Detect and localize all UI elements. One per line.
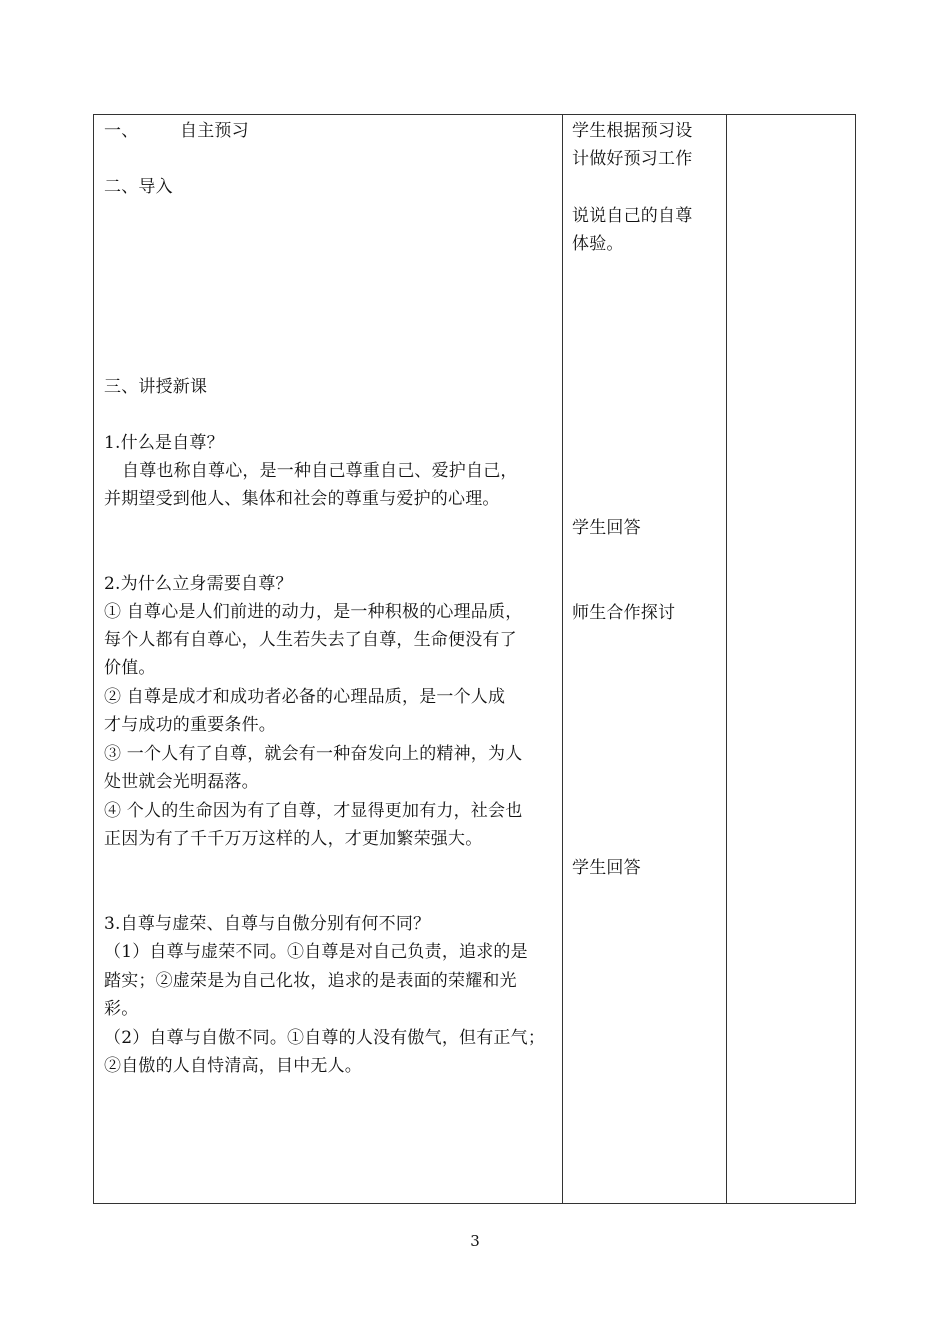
column-divider: [726, 115, 727, 1203]
answer-2-line: ④ 个人的生命因为有了自尊，才显得更加有力，社会也: [104, 801, 523, 821]
section-2-title: 二、导入: [104, 177, 173, 197]
answer-2-line: ③ 一个人有了自尊，就会有一种奋发向上的精神，为人: [104, 744, 523, 764]
activity-student-answer: 学生回答: [572, 858, 641, 878]
answer-2-line: 每个人都有自尊心，人生若失去了自尊，生命便没有了: [104, 630, 517, 650]
page-number: 3: [470, 1232, 480, 1250]
answer-2-line: ② 自尊是成才和成功者必备的心理品质，是一个人成: [104, 687, 506, 707]
answer-3-line: ②自傲的人自恃清高，目中无人。: [104, 1056, 362, 1076]
activity-discussion: 师生合作探讨: [572, 603, 676, 623]
activity-self-respect: 体验。: [572, 234, 624, 254]
activity-self-respect: 说说自己的自尊: [572, 206, 693, 226]
answer-2-line: 才与成功的重要条件。: [104, 715, 276, 735]
question-1: 1.什么是自尊？: [104, 433, 224, 453]
question-2: 2.为什么立身需要自尊？: [104, 574, 293, 594]
activity-student-answer: 学生回答: [572, 518, 641, 538]
question-3: 3.自尊与虚荣、自尊与自傲分别有何不同？: [104, 914, 431, 934]
activity-preview: 计做好预习工作: [572, 149, 693, 169]
section-1-title: 自主预习: [180, 121, 249, 141]
answer-3-line: 踏实；②虚荣是为自己化妆，追求的是表面的荣耀和光: [104, 971, 517, 991]
column-divider: [562, 115, 563, 1203]
section-1-number: 一、: [104, 121, 139, 141]
activity-preview: 学生根据预习设: [572, 121, 693, 141]
answer-3-line: 彩。: [104, 999, 139, 1019]
answer-2-line: ① 自尊心是人们前进的动力，是一种积极的心理品质，: [104, 602, 523, 622]
answer-3-line: （1）自尊与虚荣不同。①自尊是对自己负责，追求的是: [104, 942, 528, 962]
answer-2-line: 价值。: [104, 658, 156, 678]
section-3-title: 三、讲授新课: [104, 377, 208, 397]
answer-2-line: 正因为有了千千万万这样的人，才更加繁荣强大。: [104, 829, 483, 849]
answer-1-line: 自尊也称自尊心，是一种自己尊重自己、爱护自己，: [122, 461, 518, 481]
answer-1-line: 并期望受到他人、集体和社会的尊重与爱护的心理。: [104, 489, 500, 509]
answer-3-line: （2）自尊与自傲不同。①自尊的人没有傲气，但有正气；: [104, 1028, 546, 1048]
answer-2-line: 处世就会光明磊落。: [104, 772, 259, 792]
